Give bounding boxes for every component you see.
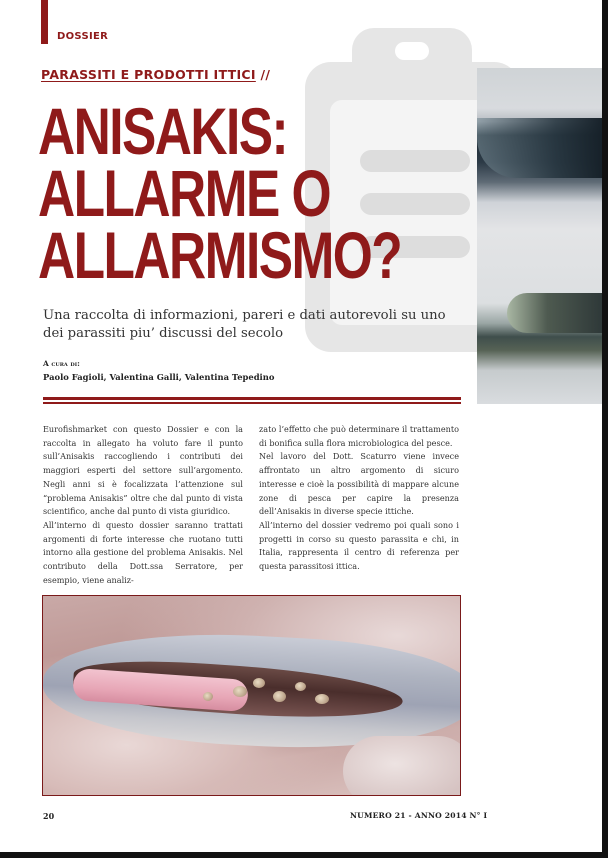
- issue-info: NUMERO 21 - ANNO 2014 N° I: [350, 811, 488, 820]
- paragraph: zato l’effetto che può determinare il trattamento di bonifica sulla flora microbiologica del pesce.: [259, 424, 459, 448]
- body-column-1: [43, 423, 243, 587]
- kicker-text: PARASSITI E PRODOTTI ITTICI: [41, 67, 256, 82]
- credits-names: Paolo Fagioli, Valentina Galli, Valentina Tepedino: [43, 372, 275, 382]
- parasite-cyst: [273, 691, 286, 702]
- paragraph: Nel lavoro del Dott. Scaturro viene invece affrontato un altro argomento di sicuro interesse e cioè la possibilità di mappare alcune zone di pesca per capire la presenza dell’Anisakis in diverse specie ittiche.: [259, 451, 459, 517]
- paragraph: Eurofishmarket con questo Dossier e con la raccolta in allegato ha voluto fare il punto sull’Anisakis raccogliendo i contributi dei maggiori esperti del settore sull’argomento. Negli anni si è focalizzata l’attenzione sul “problema Anisakis” oltre che dal punto di vista scientifico, anche dal punto di vista giuridico.: [43, 424, 243, 517]
- credits-label: A cura di:: [43, 359, 80, 368]
- fish-head-shape: [477, 118, 608, 178]
- fish-tail-shape: [507, 293, 608, 333]
- title-line-2: ALLARME O: [38, 156, 330, 230]
- kicker: [41, 67, 270, 82]
- paragraph: All’interno di questo dossier saranno trattati argomenti di forte interesse che ruotano tutti intorno alla gestione del problema Anisakis. Nel contributo della Dott.ssa Serratore, per esempio, viene analiz-: [43, 519, 243, 585]
- section-label: DOSSIER: [57, 31, 109, 42]
- parasite-cyst: [203, 692, 213, 701]
- glove: [343, 736, 461, 796]
- right-border: [602, 0, 608, 858]
- page-number: 20: [43, 811, 55, 821]
- kicker-suffix: //: [260, 67, 271, 82]
- body-column-2: [259, 423, 459, 574]
- title-line-3: ALLARMISMO?: [38, 218, 402, 292]
- divider: [43, 397, 461, 400]
- title-line-1: ANISAKIS:: [38, 94, 288, 168]
- paragraph: All’interno del dossier vedremo poi quali sono i progetti in corso su questo parassita e chi, in Italia, rappresenta il centro di referenza per questa parassitosi ittica.: [259, 519, 459, 572]
- fish-parasites-photo: [42, 595, 461, 796]
- parasite-cyst: [315, 694, 329, 704]
- clipboard-clip-hole: [395, 42, 429, 60]
- bottom-border: [0, 852, 608, 858]
- divider: [43, 402, 461, 404]
- fish-photo-side: [477, 68, 608, 404]
- section-bar: [41, 0, 48, 44]
- parasite-cyst: [233, 686, 247, 697]
- page-title: [38, 94, 402, 292]
- parasite-cyst: [253, 678, 265, 688]
- subtitle: Una raccolta di informazioni, pareri e dati autorevoli su uno dei parassiti piu’ discussi del secolo: [43, 308, 446, 341]
- parasite-cyst: [295, 682, 306, 691]
